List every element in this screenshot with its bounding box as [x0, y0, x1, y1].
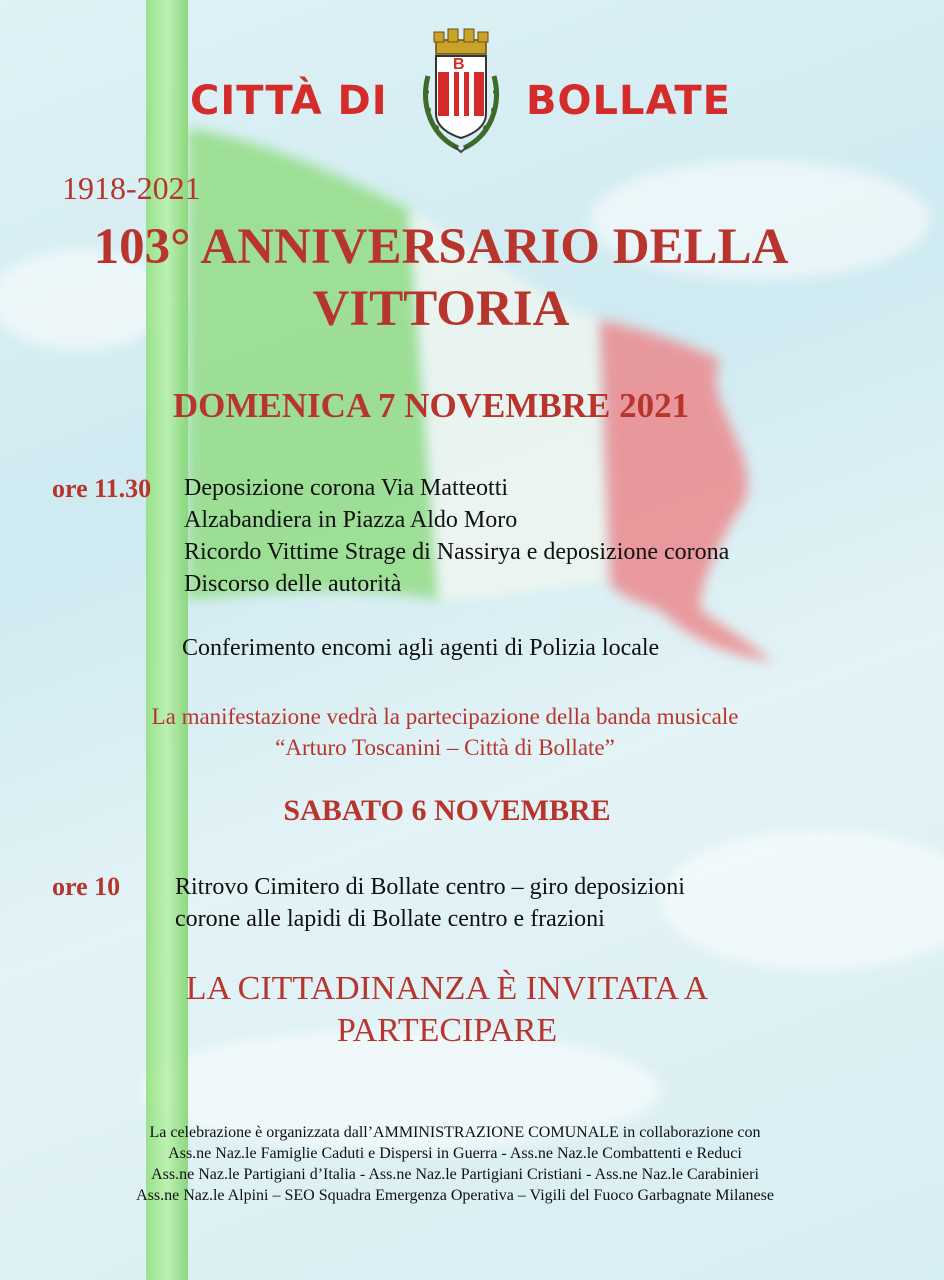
- crest-letter: B: [453, 56, 465, 73]
- sunday-item-police-awards: Conferimento encomi agli agenti di Polizia locale: [182, 635, 660, 661]
- sunday-item-speeches: Discorso delle autorità: [184, 571, 402, 597]
- saturday-time: ore 10: [52, 872, 121, 901]
- sunday-date: DOMENICA 7 NOVEMBRE 2021: [172, 386, 690, 425]
- invitation-line2: PARTECIPARE: [336, 1012, 558, 1049]
- sunday-item-nassirya: Ricordo Vittime Strage di Nassirya e deposizione corona: [184, 539, 730, 565]
- sunday-item-flag-raising: Alzabandiera in Piazza Aldo Moro: [184, 507, 518, 533]
- event-years: 1918-2021: [62, 170, 201, 206]
- bollate-coat-of-arms-icon: [414, 26, 508, 158]
- sunday-item-wreath-matteotti: Deposizione corona Via Matteotti: [184, 475, 509, 501]
- city-label: CITTÀ DI: [190, 78, 388, 124]
- footer-line3: Ass.ne Naz.le Partigiani d’Italia - Ass.ne Naz.le Partigiani Cristiani - Ass.ne Naz.le Carabinieri: [151, 1166, 759, 1183]
- footer-line1: La celebrazione è organizzata dall’AMMINISTRAZIONE COMUNALE in collaborazione con: [149, 1124, 761, 1141]
- sunday-time: ore 11.30: [52, 474, 152, 503]
- band-note-line2: “Arturo Toscanini – Città di Bollate”: [275, 735, 615, 760]
- saturday-date: SABATO 6 NOVEMBRE: [283, 794, 611, 827]
- saturday-item-line2: corone alle lapidi di Bollate centro e frazioni: [175, 906, 605, 932]
- event-title-line1: 103° ANNIVERSARIO DELLA: [93, 219, 789, 275]
- event-title-line2: VITTORIA: [312, 281, 570, 337]
- footer-line2: Ass.ne Naz.le Famiglie Caduti e Dispersi in Guerra - Ass.ne Naz.le Combattenti e Reduci: [168, 1145, 742, 1162]
- footer-line4: Ass.ne Naz.le Alpini – SEO Squadra Emergenza Operativa – Vigili del Fuoco Garbagnate Milanese: [136, 1187, 774, 1204]
- saturday-item-line1: Ritrovo Cimitero di Bollate centro – giro deposizioni: [175, 874, 685, 900]
- invitation-line1: LA CITTADINANZA È INVITATA A: [185, 970, 709, 1007]
- band-note-line1: La manifestazione vedrà la partecipazione della banda musicale: [151, 704, 739, 729]
- city-name: BOLLATE: [526, 78, 731, 124]
